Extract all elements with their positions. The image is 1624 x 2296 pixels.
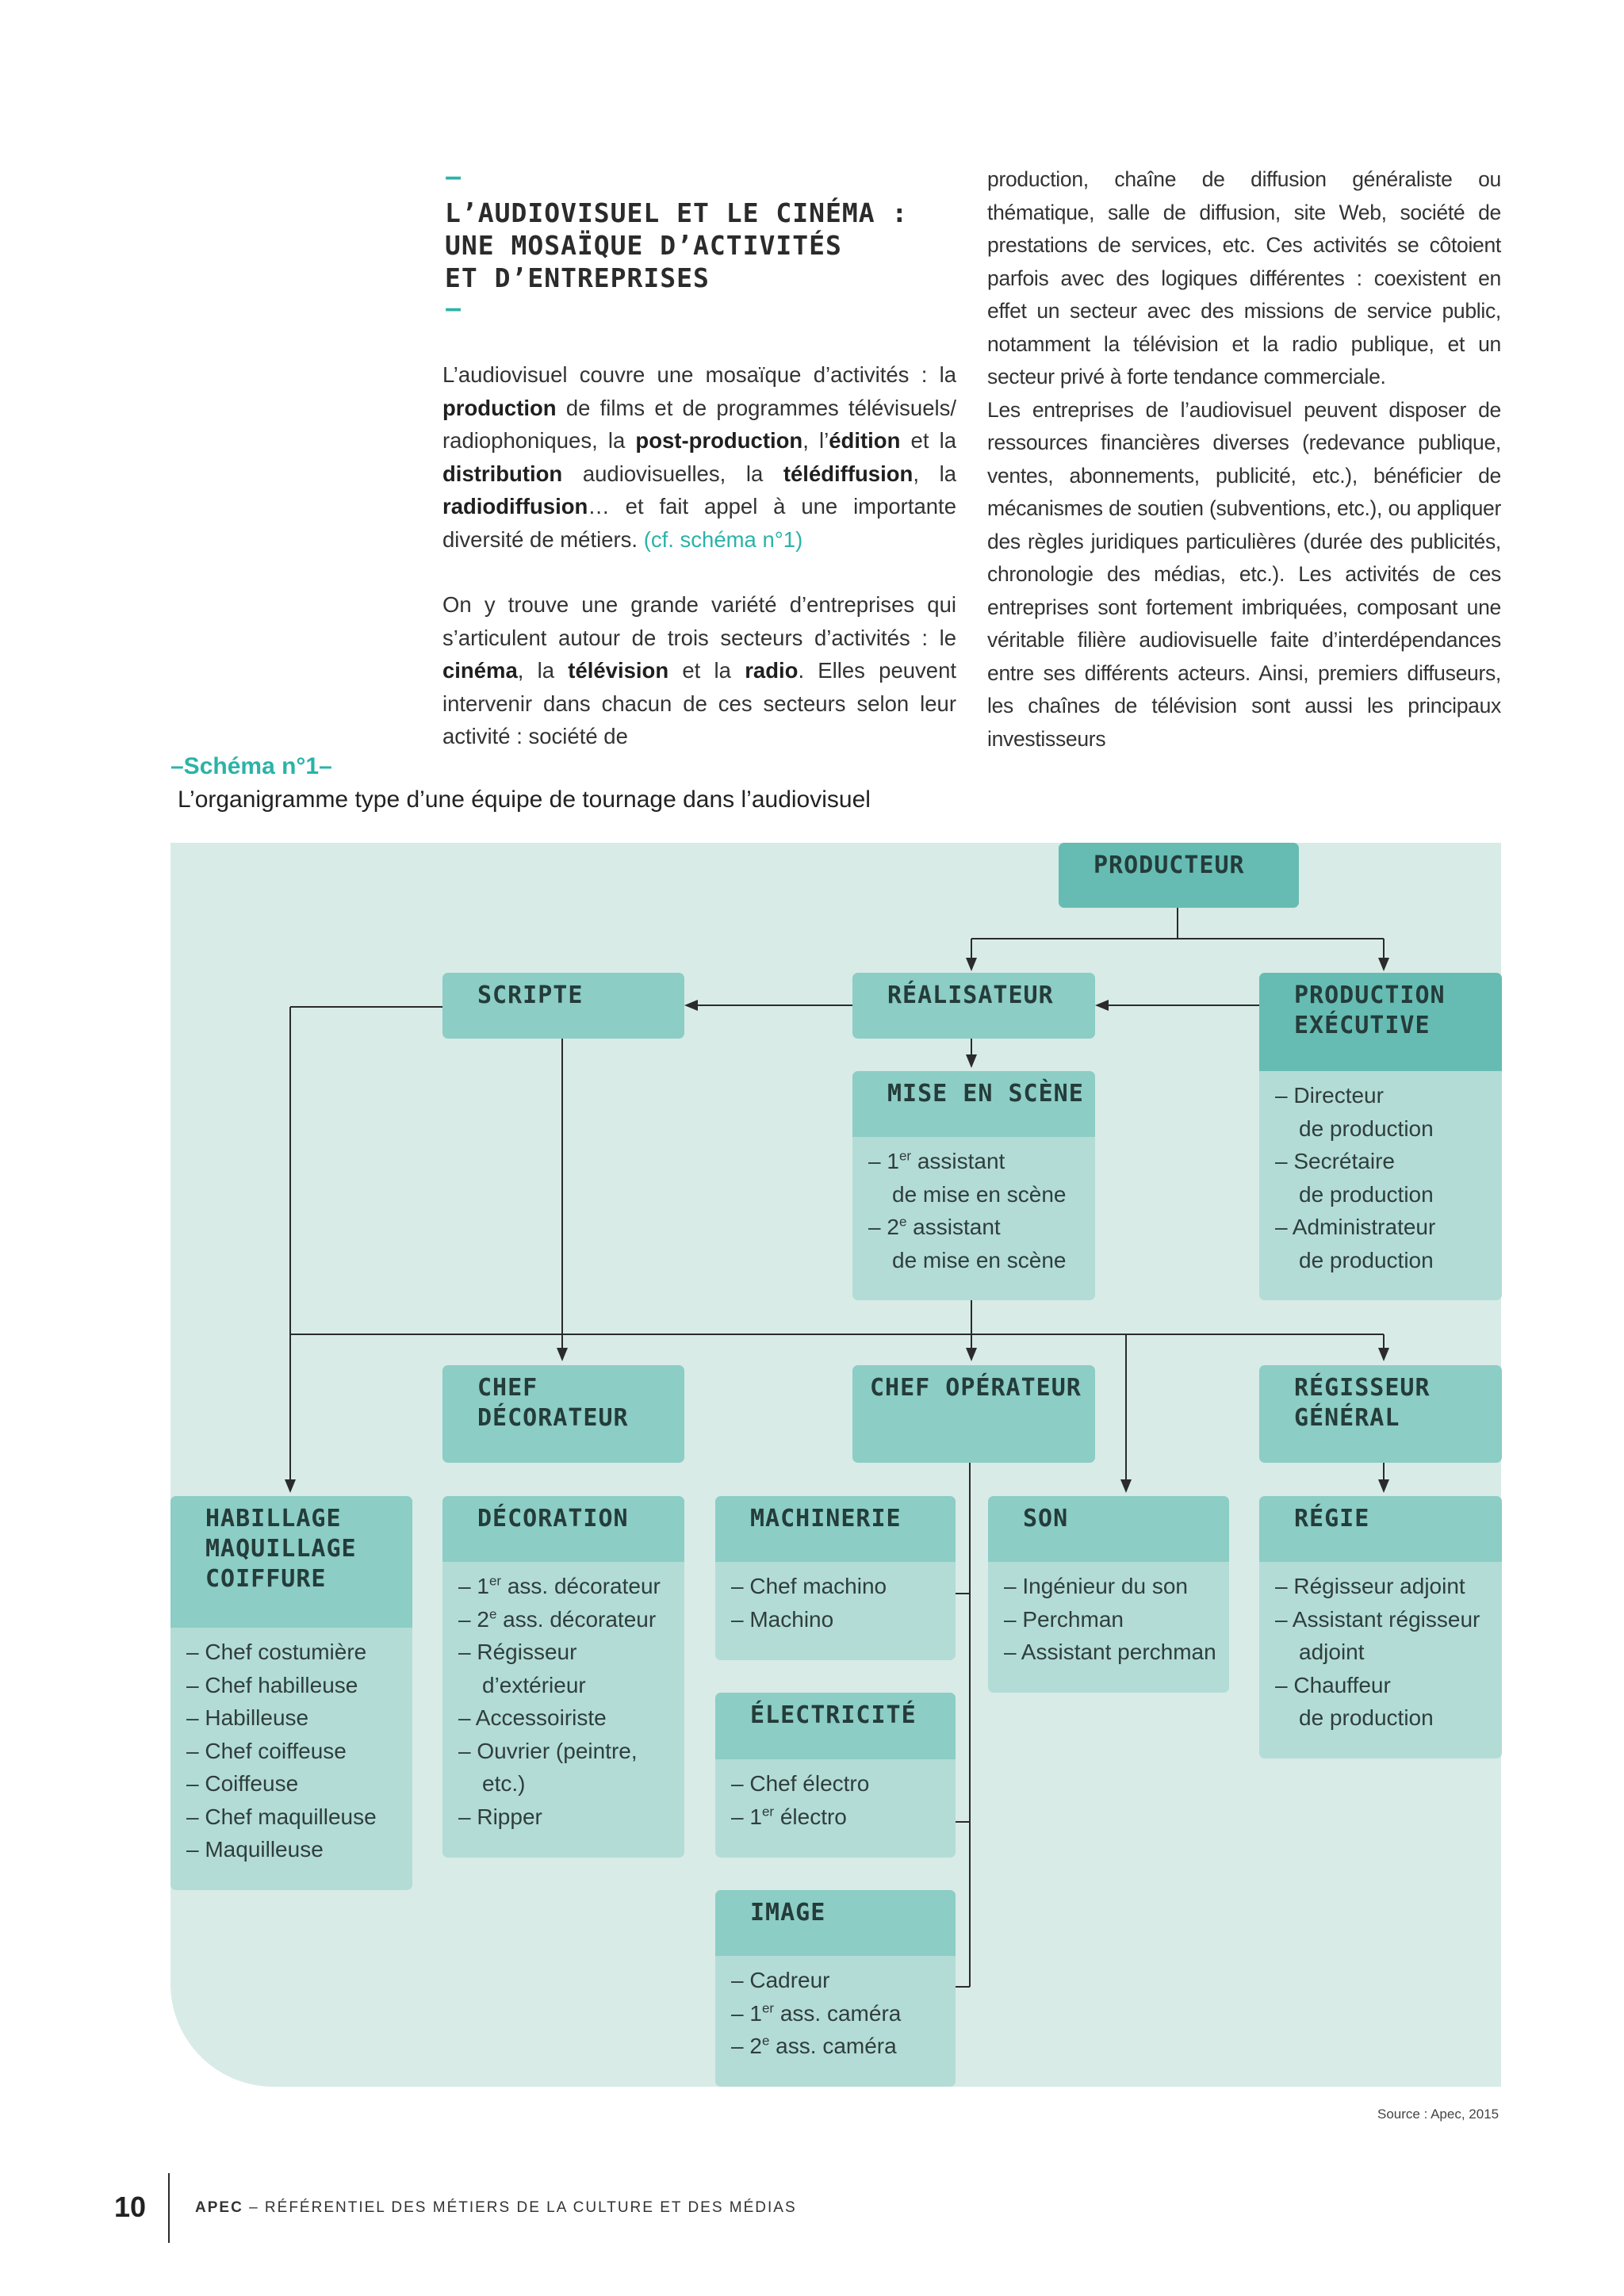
box-regisseur-general	[1259, 1365, 1502, 1463]
job-item: – Régisseur	[458, 1640, 577, 1664]
box-heading: ÉLECTRICITÉ	[750, 1701, 917, 1729]
job-item: – 2e assistant	[868, 1214, 1001, 1239]
job-item-cont: de production	[1299, 1705, 1434, 1730]
job-item-cont: de production	[1299, 1115, 1434, 1141]
right-paragraph-1: production, chaîne de diffusion généraliste ou thématique, salle de diffusion, site Web, société de prestations de services, etc. Ces activités se côtoient parfois avec des logiques différentes : coexistent en effet un secteur avec des missions de service public, notamment la télévision et la radio publique, et un secteur privé à forte tendance commerciale.	[987, 167, 1501, 388]
sectors-paragraph: On y trouve une grande variété d’entreprises qui s’articulent autour de trois secteurs d’activités : le cinéma, la télévision et la radio. Elles peuvent intervenir dans chacun de ces secteurs selon leur activité : société de	[442, 592, 957, 748]
arrow-head	[1378, 1348, 1389, 1361]
box-son	[988, 1496, 1229, 1693]
job-item: – Secrétaire	[1275, 1149, 1395, 1173]
job-item: – Administrateur	[1275, 1215, 1436, 1239]
job-item: – Assistant perchman	[1004, 1640, 1216, 1664]
job-item: – 1er électro	[731, 1804, 847, 1829]
job-item-cont: adjoint	[1299, 1640, 1365, 1664]
box-heading: PRODUCTION	[1294, 982, 1446, 1009]
job-item-cont: de production	[1299, 1181, 1434, 1207]
job-item: – Habilleuse	[186, 1705, 309, 1730]
box-scripte	[442, 973, 684, 1039]
box-heading: HABILLAGE	[205, 1505, 342, 1533]
box-heading: DÉCORATION	[477, 1505, 629, 1533]
box-heading: PRODUCTEUR	[1094, 851, 1245, 879]
box-heading: GÉNÉRAL	[1294, 1404, 1400, 1432]
job-item: – Accessoiriste	[458, 1705, 607, 1730]
job-item: – 1er ass. décorateur	[458, 1573, 661, 1598]
box-mise-en-scene	[852, 1071, 1095, 1300]
job-item: – Chauffeur	[1275, 1672, 1391, 1697]
box-heading: RÉALISATEUR	[887, 982, 1054, 1009]
section-title-line: ET D’ENTREPRISES	[445, 262, 710, 293]
job-item: – 2e ass. caméra	[731, 2033, 897, 2058]
arrow-head	[966, 1054, 977, 1068]
section-title-line: UNE MOSAÏQUE D’ACTIVITÉS	[445, 230, 842, 261]
job-item-cont: de mise en scène	[892, 1247, 1067, 1272]
job-item-cont: d’extérieur	[482, 1672, 586, 1697]
job-item: – Coiffeuse	[186, 1771, 299, 1796]
job-item: – Cadreur	[731, 1968, 830, 1992]
arrow-head	[1378, 958, 1389, 971]
box-heading: IMAGE	[750, 1899, 826, 1927]
box-heading: SCRIPTE	[477, 982, 584, 1009]
footer-running-title	[195, 2199, 797, 2217]
job-item: – Directeur	[1275, 1083, 1384, 1108]
job-item: – Chef électro	[731, 1771, 870, 1796]
box-heading: MISE EN SCÈNE	[887, 1080, 1084, 1108]
schema-label: –Schéma n°1–	[170, 753, 332, 779]
job-item: – 1er assistant	[868, 1148, 1005, 1173]
box-heading: DÉCORATEUR	[477, 1404, 629, 1432]
box-regie	[1259, 1496, 1502, 1758]
job-item: – Chef habilleuse	[186, 1672, 358, 1697]
box-producteur	[1059, 843, 1299, 908]
box-machinerie	[715, 1496, 956, 1660]
job-item: – Chef maquilleuse	[186, 1804, 377, 1829]
title-dash-top: –	[445, 160, 462, 193]
job-item: – Assistant régisseur	[1275, 1606, 1480, 1632]
job-item: – Chef costumière	[186, 1640, 367, 1664]
job-item: – 1er ass. caméra	[731, 2000, 902, 2026]
arrow-head	[557, 1348, 568, 1361]
box-heading: MACHINERIE	[750, 1505, 902, 1533]
arrow-head	[1378, 1479, 1389, 1493]
box-heading: COIFFURE	[205, 1565, 327, 1593]
box-heading: CHEF	[477, 1374, 538, 1402]
job-item: – Ingénieur du son	[1004, 1574, 1188, 1598]
box-heading: MAQUILLAGE	[205, 1535, 357, 1563]
schema-reference-link[interactable]: (cf. schéma n°1)	[643, 526, 803, 552]
job-item: – 2e ass. décorateur	[458, 1606, 657, 1632]
title-dash-bottom: –	[445, 292, 462, 325]
right-paragraph-2: Les entreprises de l’audiovisuel peuvent disposer de ressources financières diverses (redevance publique, ventes, abonnements, publicité, etc.), bénéficier de mécanismes de soutien (subventions, etc.), ou appliquer des règles juridiques particulières (durée des publicités, chronologie des médias, etc.). Les activités de ces entreprises sont fortement imbriquées, composant une véritable filière audiovisuelle faite d’interdépendances entre ses différents acteurs. Ainsi, premiers diffuseurs, les chaînes de télévision sont aussi les principaux investisseurs	[987, 397, 1501, 751]
box-chef-decorateur	[442, 1365, 684, 1463]
job-item-cont: de mise en scène	[892, 1181, 1067, 1207]
box-habillage	[170, 1496, 412, 1890]
footer-text: – RÉFÉRENTIEL DES MÉTIERS DE LA CULTURE ET DES MÉDIAS	[243, 2199, 797, 2216]
arrow-head	[966, 958, 977, 971]
schema-source: Source : Apec, 2015	[1377, 2107, 1500, 2122]
footer-brand: APEC	[195, 2199, 243, 2216]
schema-title: L’organigramme type d’une équipe de tournage dans l’audiovisuel	[178, 786, 871, 813]
job-item: – Chef coiffeuse	[186, 1738, 347, 1763]
job-item: – Régisseur adjoint	[1275, 1574, 1465, 1598]
arrow-head	[684, 1000, 698, 1011]
page-number: 10	[114, 2191, 147, 2223]
intro-paragraph: L’audiovisuel couvre une mosaïque d’activités : la production de films et de programmes télévisuels/ radiophoniques, la post-production, l’édition et la distribution audiovisuelles, la télédiffusion, la radiodiffusion… et fait appel à une importante diversité de métiers. (cf. schéma n°1)	[442, 362, 957, 552]
box-heading: RÉGIE	[1294, 1505, 1370, 1533]
job-item-cont: de production	[1299, 1247, 1434, 1272]
box-heading: EXÉCUTIVE	[1294, 1012, 1431, 1039]
job-item-cont: etc.)	[482, 1771, 526, 1796]
job-item: – Ripper	[458, 1804, 542, 1829]
box-heading: SON	[1023, 1505, 1069, 1533]
arrow-head	[285, 1479, 296, 1493]
box-realisateur	[852, 973, 1095, 1039]
arrow-head	[1095, 1000, 1109, 1011]
job-item: – Perchman	[1004, 1606, 1124, 1632]
job-item: – Machino	[731, 1606, 834, 1632]
box-electricite	[715, 1693, 956, 1858]
job-item: – Chef machino	[731, 1574, 887, 1598]
footer-divider	[168, 2173, 170, 2243]
box-chef-operateur	[852, 1365, 1095, 1463]
arrow-head	[1120, 1479, 1132, 1493]
box-image	[715, 1890, 956, 2087]
box-heading: RÉGISSEUR	[1294, 1374, 1431, 1402]
job-item: – Ouvrier (peintre,	[458, 1738, 638, 1763]
arrow-head	[966, 1348, 977, 1361]
box-production-executive	[1259, 973, 1502, 1300]
section-title-line: L’AUDIOVISUEL ET LE CINÉMA :	[445, 197, 909, 228]
box-decoration	[442, 1496, 684, 1858]
job-item: – Maquilleuse	[186, 1837, 324, 1862]
box-heading: CHEF OPÉRATEUR	[870, 1374, 1082, 1402]
